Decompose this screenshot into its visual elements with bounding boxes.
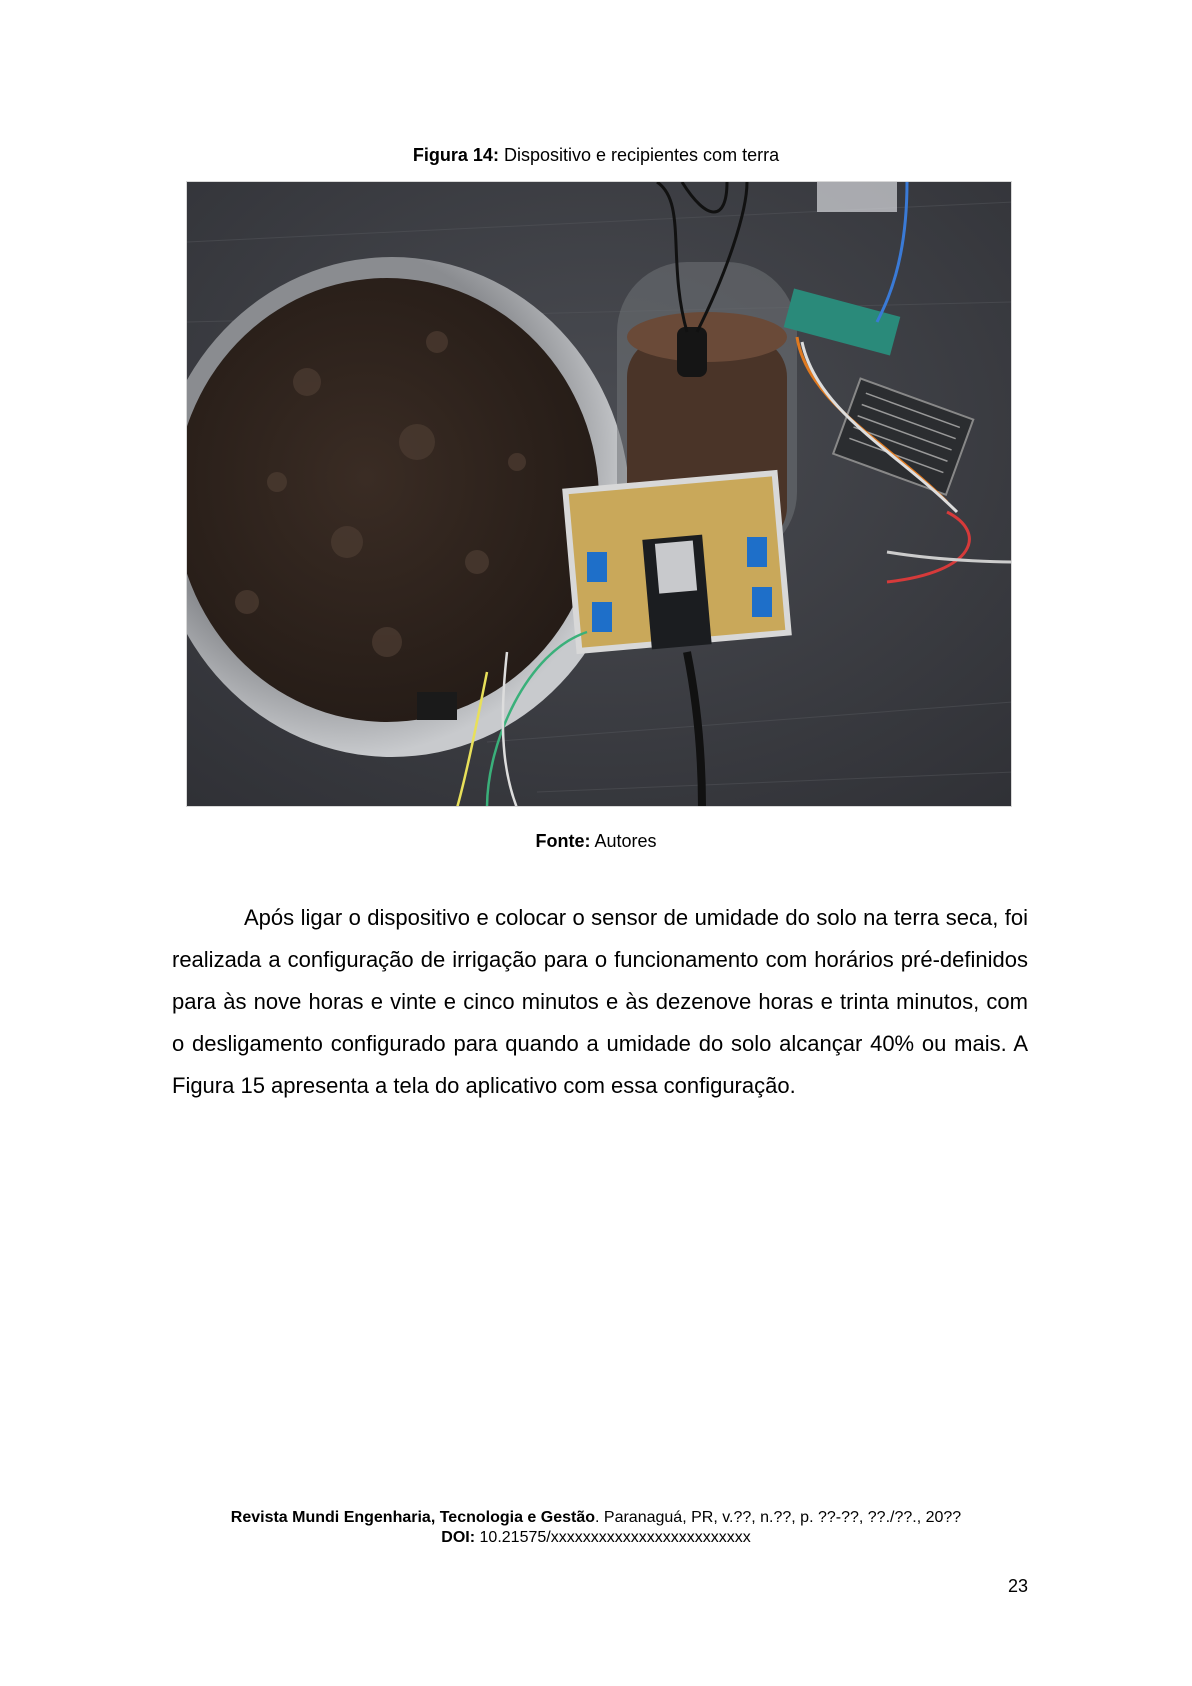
source-text: Autores	[594, 831, 657, 851]
doi-value: 10.21575/xxxxxxxxxxxxxxxxxxxxxxxxx	[475, 1529, 751, 1546]
source-label: Fonte:	[535, 831, 591, 851]
small-module	[417, 692, 457, 720]
photo-illustration	[187, 182, 1012, 807]
figure-caption	[0, 144, 1192, 166]
page-number: 23	[1007, 1576, 1028, 1596]
paragraph: Após ligar o dispositivo e colocar o sensor de umidade do solo na terra seca, foi realizada a configuração de irrigação para o funcionamento com horários pré-definidos para às nove horas e vinte e cinco minutos e às dezenove horas e trinta minutos, com o desligamento configurado para quando a umidade do solo alcançar 40% ou mais. A Figura 15 apresenta a tela do aplicativo com essa configuração.	[172, 905, 1028, 1098]
footer	[0, 1508, 1192, 1548]
body-text	[172, 897, 1028, 1107]
figure-photo	[186, 181, 1012, 807]
figure-title: Dispositivo e recipientes com terra	[503, 145, 780, 165]
doi-label: DOI:	[441, 1529, 476, 1546]
moisture-sensor	[677, 327, 707, 377]
footer-citation-line	[0, 1508, 1192, 1528]
journal-name: Revista Mundi Engenharia, Tecnologia e Gestão	[230, 1509, 596, 1526]
citation: . Paranaguá, PR, v.??, n.??, p. ??-??, ??./??., 20??	[595, 1509, 962, 1526]
figure-label: Figura 14:	[412, 145, 499, 165]
source-caption	[0, 830, 1192, 852]
footer-doi-line	[0, 1528, 1192, 1548]
